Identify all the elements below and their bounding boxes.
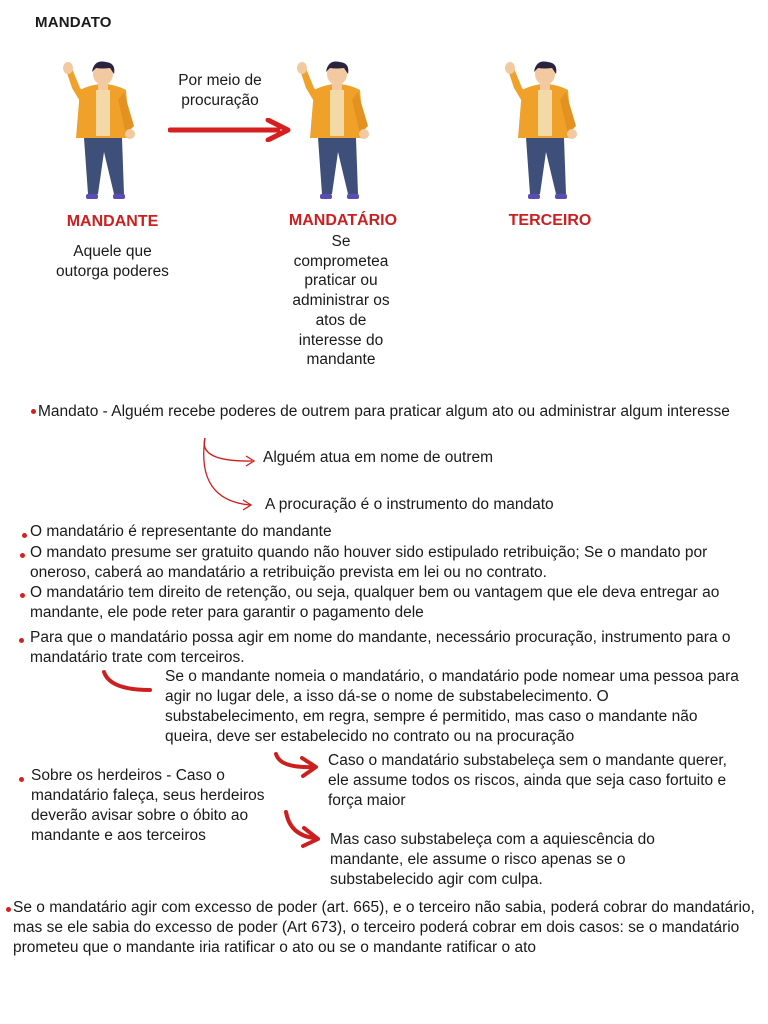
bullet-gratuito: O mandato presume ser gratuito quando não houver sido estipulado retribuição; Se o mandato por oneroso, caberá ao mandatário a retribuição prevista em lei ou no contrato. [30,544,708,581]
com-aquiescencia-text: Mas caso substabeleça com a aquiescência do mandante, ele assume o risco apenas se o substabelecido agir com culpa. [330,831,655,888]
role-mandante: MANDANTE [66,213,159,230]
sem-querer-text: Caso o mandatário substabeleça sem o mandante querer, ele assume todos os riscos, ainda que seja caso fortuito e força maior [328,752,727,809]
arrow-caption: Por meio de procuração [178,72,262,109]
bullet-dot [6,907,11,912]
bullet-procuracao: Para que o mandatário possa agir em nome do mandante, necessário procuração, instrumento para o mandatário trate com terceiros. [30,629,731,666]
bullet-dot [19,777,24,782]
herdeiros-text: Sobre os herdeiros - Caso o mandatário faleça, seus herdeiros deverão avisar sobre o óbito ao mandante e aos terceiros [31,767,265,844]
bullet-dot [20,593,25,598]
definition-text: Mandato - Alguém recebe poderes de outrem para praticar algum ato ou administrar algum interesse [38,403,730,420]
bullet-dot [20,553,25,558]
bullet-representante: O mandatário é representante do mandante [30,523,332,540]
role-mandatario-description: Se comprometea praticar ou administrar os atos de interesse do mandante [292,233,390,369]
substabelecimento-text: Se o mandante nomeia o mandatário, o mandatário pode nomear uma pessoa para agir no lugar dele, a isso dá-se o nome de substabelecimento. O substabelecimento, em regra, sempre é permitido, mas caso o mandante não queira, deve ser estabelecido no contrato ou na procuração [165,668,739,745]
excesso-text: Se o mandatário agir com excesso de poder (art. 665), e o terceiro não sabia, poderá cobrar do mandatário, mas se ele sabia do excesso de poder (Art 673), o terceiro poderá cobrar em dois casos: se o mandatário prometeu que o mandante iria ratificar o ato ou se o mandante ratificar o ato [13,899,755,956]
page-title: MANDATO [35,14,112,31]
role-terceiro: TERCEIRO [508,212,592,229]
bullet-dot [19,638,24,643]
role-mandante-description: Aquele que outorga poderes [56,243,169,280]
bullet-retencao: O mandatário tem direito de retenção, ou seja, qualquer bem ou vantagem que ele deva entregar ao mandante, ele pode reter para garantir o pagamento dele [30,584,720,621]
role-mandatario: MANDATÁRIO [288,212,398,229]
branch-nome-outrem: Alguém atua em nome de outrem [263,449,494,466]
branch-procuracao: A procuração é o instrumento do mandato [265,496,554,513]
bullet-dot [22,533,27,538]
